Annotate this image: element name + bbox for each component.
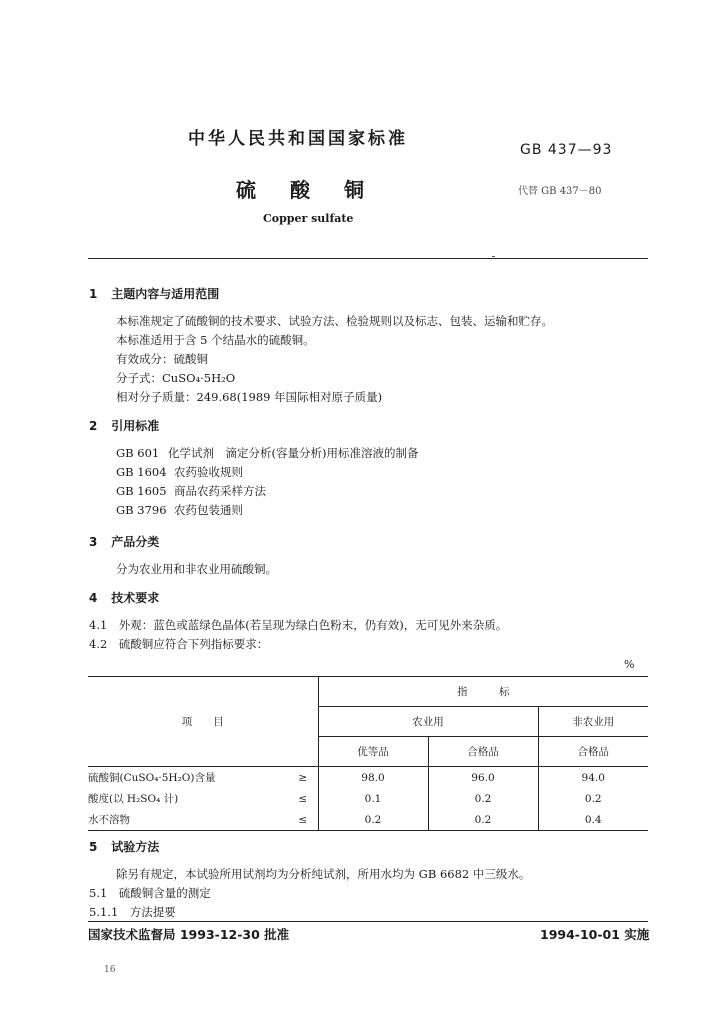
- cell-value: 0.2: [584, 792, 602, 805]
- item-header: 项 目: [88, 677, 318, 767]
- national-standard-heading: 中华人民共和国国家标准: [188, 129, 408, 149]
- section-title: 产品分类: [111, 535, 160, 549]
- cell-value: 0.1: [318, 788, 428, 809]
- page-number: 16: [104, 965, 116, 975]
- clause-4-2: 4.2 硫酸铜应符合下列指标要求：: [89, 637, 269, 651]
- paragraph: 有效成分：硫酸铜: [116, 352, 208, 366]
- reference-code: GB 1605: [116, 484, 167, 498]
- paragraph: 本标准适用于含 5 个结晶水的硫酸铜。: [116, 333, 315, 347]
- header-rule: [88, 258, 648, 259]
- row-operator: ≥: [288, 767, 318, 789]
- clause-5-1-1: 5.1.1 方法提要: [89, 905, 176, 919]
- reference-code: GB 1604: [116, 465, 167, 479]
- cell-value: 0.4: [538, 809, 648, 831]
- unit-label: %: [624, 658, 635, 671]
- table-row: [88, 767, 648, 789]
- row-name: 水不溶物: [88, 809, 288, 831]
- english-title: Copper sulfate: [263, 212, 354, 225]
- agri-header: 农业用: [318, 707, 538, 737]
- section-2-heading: [89, 417, 159, 434]
- document-title: 硫酸铜: [236, 178, 398, 202]
- paragraph: 除另有规定，本试验所用试剂均为分析纯试剂，所用水均为 GB 6682 中三级水。: [116, 867, 531, 881]
- clause-4-1: 4.1 外观：蓝色或蓝绿色晶体(若呈现为绿白色粉末，仍有效)，无可见外来杂质。: [89, 618, 508, 632]
- section-number: 4: [89, 591, 98, 605]
- paragraph: 分为农业用和非农业用硫酸铜。: [116, 562, 277, 576]
- paragraph: 分子式：CuSO₄·5H₂O: [116, 371, 236, 385]
- cell-value: 98.0: [318, 767, 428, 789]
- reference-item: [116, 464, 243, 480]
- reference-name: 商品农药采样方法: [174, 484, 266, 498]
- header-tick-mark: [492, 256, 495, 257]
- replaces-note: 代替 GB 437－80: [518, 186, 602, 197]
- section-3-heading: [89, 533, 159, 550]
- table-row: [88, 788, 648, 809]
- approval-note: 国家技术监督局 1993-12-30 批准: [88, 927, 290, 942]
- row-name: 酸度(以 H₂SO₄ 计): [88, 793, 179, 805]
- cell-value: 96.0: [428, 767, 538, 789]
- clause-5-1: 5.1 硫酸铜含量的测定: [89, 886, 211, 900]
- cell-value: 94.0: [581, 771, 605, 784]
- reference-item: [116, 483, 266, 499]
- section-5-heading: [89, 838, 159, 855]
- cell-value: 0.2: [428, 788, 538, 809]
- table-header-row: [88, 677, 648, 707]
- cell-value: 0.2: [318, 809, 428, 831]
- row-operator: ≤: [288, 788, 318, 809]
- reference-item: [116, 502, 243, 518]
- reference-code: GB 3796: [116, 503, 167, 517]
- row-operator: ≤: [288, 809, 318, 831]
- implementation-note: 1994-10-01 实施: [540, 927, 650, 942]
- table-row: [88, 809, 648, 831]
- section-1-heading: [89, 285, 219, 302]
- spec-table: [88, 676, 648, 831]
- section-number: 3: [89, 535, 98, 549]
- reference-item: [116, 445, 418, 461]
- section-title: 主题内容与适用范围: [111, 287, 220, 301]
- standard-number: GB 437—93: [520, 142, 613, 158]
- section-number: 2: [89, 419, 98, 433]
- reference-name: 化学试剂 滴定分析(容量分析)用标准溶液的制备: [168, 446, 419, 460]
- reference-name: 农药验收规则: [174, 465, 243, 479]
- paragraph: 相对分子质量：249.68(1989 年国际相对原子质量): [116, 390, 383, 404]
- row-name: 硫酸铜(CuSO₄·5H₂O)含量: [88, 772, 216, 784]
- section-title: 技术要求: [111, 591, 160, 605]
- section-title: 试验方法: [111, 840, 160, 854]
- grade-header: 合格品: [428, 737, 538, 767]
- paragraph: 本标准规定了硫酸铜的技术要求、试验方法、检验规则以及标志、包装、运输和贮存。: [116, 314, 553, 328]
- footer-rule: [88, 921, 648, 922]
- grade-header: 优等品: [318, 737, 428, 767]
- nonagri-header: 非农业用: [538, 707, 648, 737]
- reference-code: GB 601: [116, 446, 160, 460]
- reference-name: 农药包装通则: [174, 503, 243, 517]
- grade-header: 合格品: [538, 737, 648, 767]
- index-header: 指 标: [318, 677, 648, 707]
- section-4-heading: [89, 589, 159, 606]
- cell-value: 0.2: [428, 809, 538, 831]
- section-number: 1: [89, 287, 98, 301]
- section-number: 5: [89, 840, 98, 854]
- section-title: 引用标准: [111, 419, 160, 433]
